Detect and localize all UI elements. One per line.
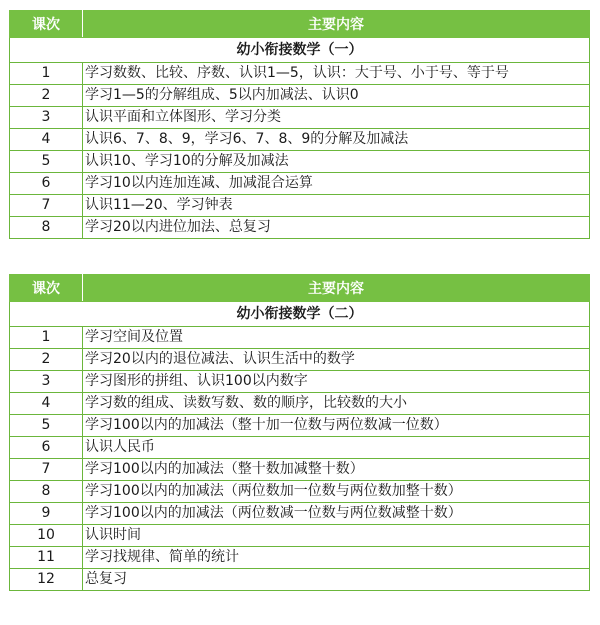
- lesson-number: 3: [10, 371, 83, 393]
- table-row: [10, 437, 590, 459]
- lesson-number: 4: [10, 393, 83, 415]
- lesson-number: 10: [10, 525, 83, 547]
- section-title: 幼小衔接数学（二）: [10, 302, 590, 327]
- lesson-content: 总复习: [83, 569, 590, 591]
- table-row: [10, 349, 590, 371]
- lesson-content: 认识6、7、8、9，学习6、7、8、9的分解及加减法: [83, 129, 590, 151]
- lesson-content: 学习数数、比较、序数、认识1—5，认识：大于号、小于号、等于号: [83, 63, 590, 85]
- table-row: [10, 129, 590, 151]
- header-lesson: 课次: [10, 11, 83, 38]
- lesson-content: 学习100以内的加减法（两位数减一位数与两位数减整十数）: [83, 503, 590, 525]
- section-row: [10, 38, 590, 63]
- lesson-content: 学习找规律、简单的统计: [83, 547, 590, 569]
- table-row: [10, 327, 590, 349]
- table-row: [10, 85, 590, 107]
- table-row: [10, 195, 590, 217]
- lesson-number: 6: [10, 437, 83, 459]
- lesson-number: 6: [10, 173, 83, 195]
- table-row: [10, 459, 590, 481]
- lesson-content: 认识人民币: [83, 437, 590, 459]
- lesson-content: 学习20以内进位加法、总复习: [83, 217, 590, 239]
- table-row: [10, 393, 590, 415]
- table-header-row: [10, 11, 590, 38]
- table-row: [10, 547, 590, 569]
- table-row: [10, 481, 590, 503]
- lesson-content: 学习图形的拼组、认识100以内数字: [83, 371, 590, 393]
- lesson-number: 2: [10, 349, 83, 371]
- table-row: [10, 173, 590, 195]
- header-lesson: 课次: [10, 275, 83, 302]
- course-table-1: [9, 10, 590, 239]
- lesson-number: 1: [10, 63, 83, 85]
- lesson-number: 5: [10, 415, 83, 437]
- lesson-number: 5: [10, 151, 83, 173]
- header-content: 主要内容: [83, 11, 590, 38]
- table-row: [10, 107, 590, 129]
- lesson-number: 8: [10, 217, 83, 239]
- table-row: [10, 525, 590, 547]
- lesson-content: 学习100以内的加减法（整十加一位数与两位数减一位数）: [83, 415, 590, 437]
- lesson-number: 12: [10, 569, 83, 591]
- lesson-number: 4: [10, 129, 83, 151]
- lesson-content: 认识平面和立体图形、学习分类: [83, 107, 590, 129]
- lesson-content: 认识时间: [83, 525, 590, 547]
- header-content: 主要内容: [83, 275, 590, 302]
- lesson-content: 学习100以内的加减法（两位数加一位数与两位数加整十数）: [83, 481, 590, 503]
- section-row: [10, 302, 590, 327]
- lesson-number: 7: [10, 459, 83, 481]
- lesson-content: 学习空间及位置: [83, 327, 590, 349]
- table-row: [10, 151, 590, 173]
- lesson-number: 3: [10, 107, 83, 129]
- lesson-content: 学习数的组成、读数写数、数的顺序，比较数的大小: [83, 393, 590, 415]
- lesson-number: 9: [10, 503, 83, 525]
- lesson-content: 认识11—20、学习钟表: [83, 195, 590, 217]
- lesson-number: 11: [10, 547, 83, 569]
- table-row: [10, 569, 590, 591]
- table-row: [10, 503, 590, 525]
- table-header-row: [10, 275, 590, 302]
- section-title: 幼小衔接数学（一）: [10, 38, 590, 63]
- table-row: [10, 217, 590, 239]
- lesson-number: 8: [10, 481, 83, 503]
- course-table-2: [9, 274, 590, 591]
- lesson-number: 1: [10, 327, 83, 349]
- lesson-content: 认识10、学习10的分解及加减法: [83, 151, 590, 173]
- table-row: [10, 63, 590, 85]
- table-row: [10, 415, 590, 437]
- lesson-content: 学习20以内的退位减法、认识生活中的数学: [83, 349, 590, 371]
- lesson-content: 学习1—5的分解组成、5以内加减法、认识0: [83, 85, 590, 107]
- lesson-number: 7: [10, 195, 83, 217]
- table-row: [10, 371, 590, 393]
- lesson-number: 2: [10, 85, 83, 107]
- lesson-content: 学习10以内连加连减、加减混合运算: [83, 173, 590, 195]
- lesson-content: 学习100以内的加减法（整十数加减整十数）: [83, 459, 590, 481]
